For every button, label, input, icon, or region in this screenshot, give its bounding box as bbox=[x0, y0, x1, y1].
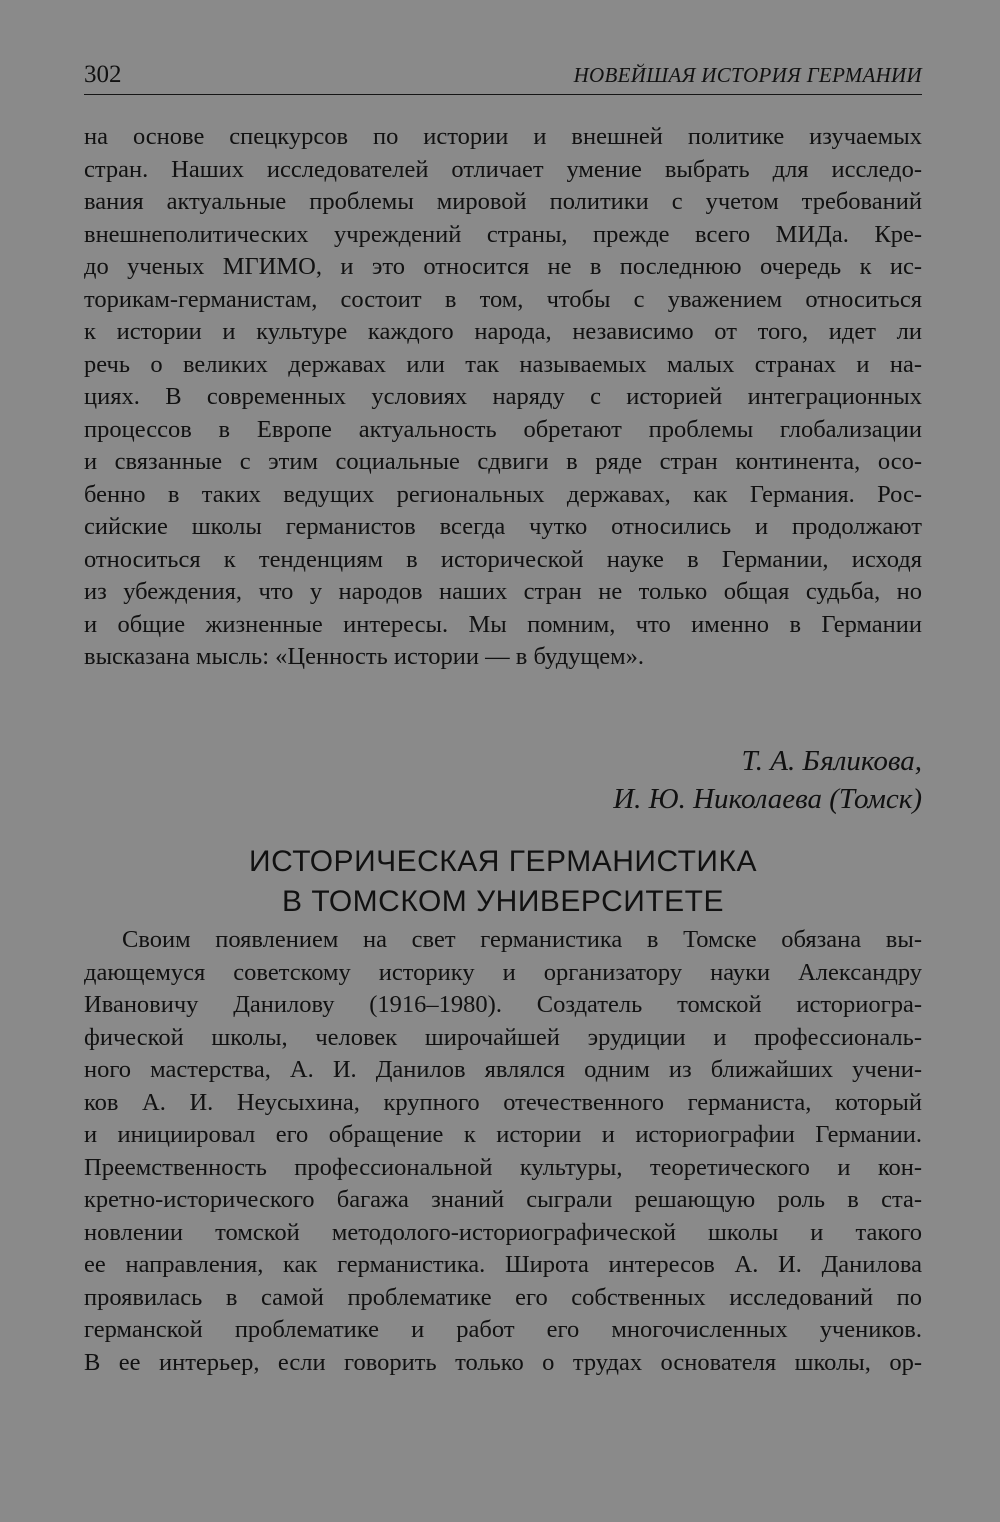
article-authors bbox=[613, 742, 922, 818]
text-line: В ее интерьер, если говорить только о трудах основателя школы, ор- bbox=[84, 1348, 922, 1376]
article-title-line: В ТОМСКОМ УНИВЕРСИТЕТЕ bbox=[282, 885, 724, 918]
text-line: новлении томской методолого-историографической школы и такого bbox=[84, 1218, 922, 1246]
preceding-article-paragraph bbox=[84, 121, 922, 674]
text-line: речь о великих державах или так называемых малых странах и на- bbox=[84, 350, 922, 378]
text-line: сийские школы германистов всегда чутко относились и продолжают bbox=[84, 513, 922, 540]
text-line: циях. В современных условиях наряду с историей интеграционных bbox=[84, 383, 922, 410]
text-line: дающемуся советскому историку и организатору науки Александру bbox=[84, 958, 922, 986]
text-line: бенно в таких ведущих региональных державах, как Германия. Рос- bbox=[84, 480, 922, 508]
text-line: на основе спецкурсов по истории и внешней политике изучаемых bbox=[84, 123, 922, 150]
text-line: ее направления, как германистика. Широта интересов А. И. Данилова bbox=[84, 1251, 922, 1278]
text-line: процессов в Европе актуальность обретают проблемы глобализации bbox=[84, 415, 922, 443]
page-number: 302 bbox=[84, 61, 122, 88]
text-line: торикам-германистам, состоит в том, чтобы с уважением относиться bbox=[84, 285, 922, 313]
text-line: кретно-исторического багажа знаний сыграли решающую роль в ста- bbox=[84, 1186, 922, 1213]
text-line: ков А. И. Неусыхина, крупного отечественного германиста, который bbox=[84, 1088, 922, 1116]
text-line: фической школы, человек широчайшей эрудиции и профессиональ- bbox=[84, 1023, 922, 1051]
text-line: Ивановичу Данилову (1916–1980). Создатель томской историогра- bbox=[84, 991, 922, 1018]
journal-title: НОВЕЙШАЯ ИСТОРИЯ ГЕРМАНИИ bbox=[573, 63, 922, 87]
text-line: высказана мысль: «Ценность истории — в будущем». bbox=[84, 643, 645, 670]
article-title bbox=[84, 842, 922, 922]
article-body-paragraph bbox=[84, 924, 922, 1379]
author-name: И. Ю. Николаева (Томск) bbox=[613, 783, 922, 815]
text-line: стран. Наших исследователей отличает умение выбрать для исследо- bbox=[84, 155, 922, 183]
text-line: до ученых МГИМО, и это относится не в последнюю очередь к ис- bbox=[84, 253, 922, 280]
text-line: к истории и культуре каждого народа, независимо от того, идет ли bbox=[84, 318, 922, 345]
text-line: внешнеполитических учреждений страны, прежде всего МИДа. Кре- bbox=[84, 220, 922, 248]
text-line: Преемственность профессиональной культуры, теоретического и кон- bbox=[84, 1153, 922, 1181]
text-line: ного мастерства, А. И. Данилов являлся одним из ближайших учени- bbox=[84, 1056, 922, 1083]
text-line: вания актуальные проблемы мировой политики с учетом требований bbox=[84, 188, 922, 215]
running-header bbox=[84, 58, 922, 95]
text-line: из убеждения, что у народов наших стран не только общая судьба, но bbox=[84, 578, 922, 605]
text-line: относиться к тенденциям в исторической науке в Германии, исходя bbox=[84, 545, 922, 573]
text-line: и связанные с этим социальные сдвиги в ряде стран континента, осо- bbox=[84, 448, 922, 475]
text-line: Своим появлением на свет германистика в Томске обязана вы- bbox=[122, 926, 922, 953]
text-line: и инициировал его обращение к истории и историографии Германии. bbox=[84, 1121, 922, 1148]
text-line: и общие жизненные интересы. Мы помним, что именно в Германии bbox=[84, 610, 922, 638]
text-line: германской проблематике и работ его многочисленных учеников. bbox=[84, 1316, 922, 1343]
article-title-line: ИСТОРИЧЕСКАЯ ГЕРМАНИСТИКА bbox=[249, 845, 757, 878]
author-name: Т. А. Бяликова, bbox=[741, 745, 922, 777]
text-line: проявилась в самой проблематике его собственных исследований по bbox=[84, 1283, 922, 1311]
